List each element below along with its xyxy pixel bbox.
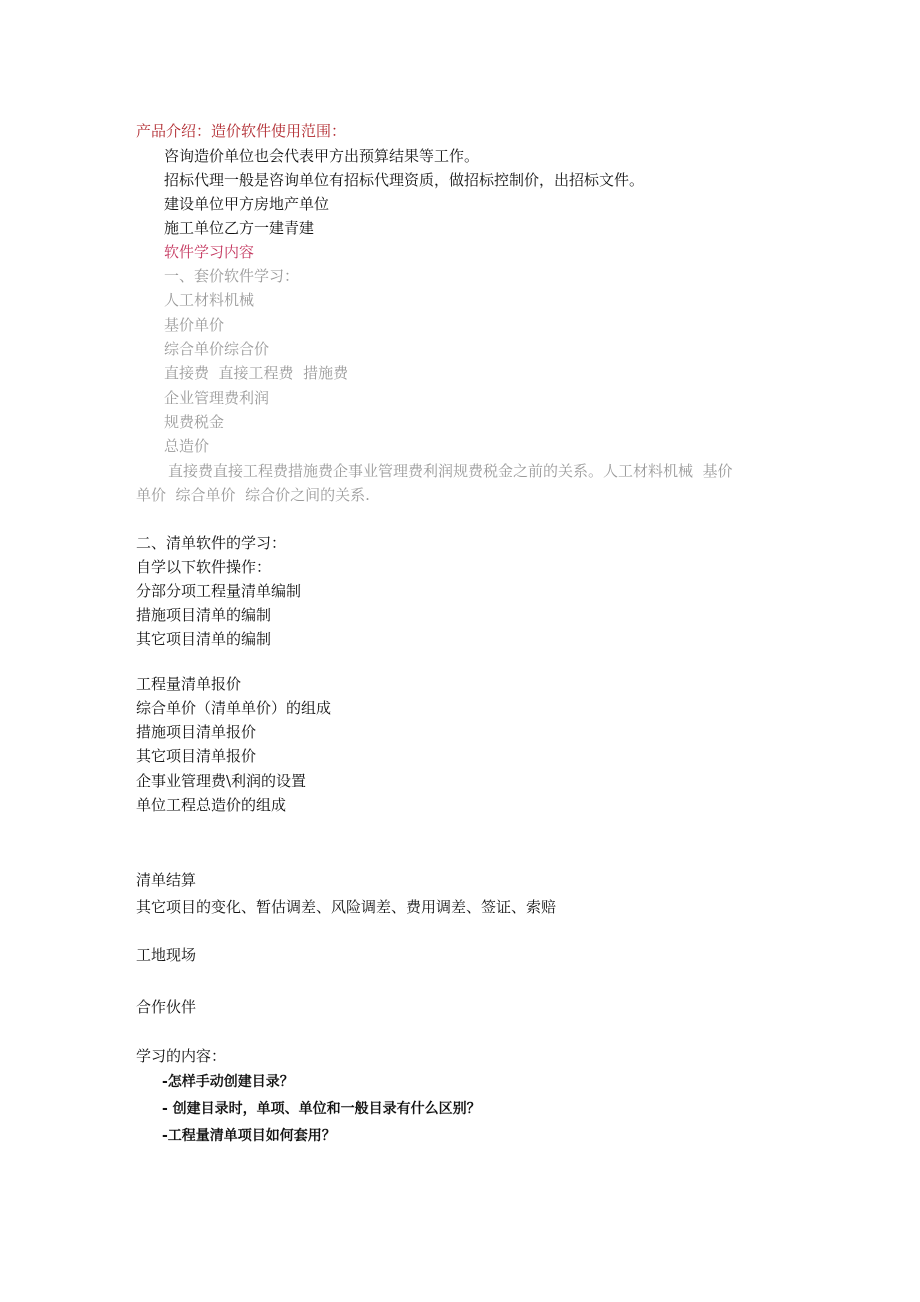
section1-item: 基价单价 xyxy=(164,316,225,334)
quote-item: 单位工程总造价的组成 xyxy=(136,796,287,814)
content-title: 学习的内容： xyxy=(136,1047,227,1065)
section2-title: 二、清单软件的学习： xyxy=(136,534,287,552)
section1-item: 人工材料机械 xyxy=(164,291,255,309)
section1-item: 规费税金 xyxy=(164,413,225,431)
operation-item: 分部分项工程量清单编制 xyxy=(136,582,302,600)
question-item: - 创建目录时，单项、单位和一般目录有什么区别？ xyxy=(162,1101,481,1117)
section1-title: 一、套价软件学习： xyxy=(164,267,300,285)
section1-item: 企业管理费利润 xyxy=(164,389,270,407)
document-heading: 产品介绍：造价软件使用范围： xyxy=(136,122,347,140)
section1-item: 总造价 xyxy=(164,437,210,455)
section1-item: 综合单价综合价 xyxy=(164,340,270,358)
site-label: 工地现场 xyxy=(136,946,197,964)
quote-item: 综合单价（清单单价）的组成 xyxy=(136,699,332,717)
self-study-label: 自学以下软件操作： xyxy=(136,558,272,576)
operation-item: 措施项目清单的编制 xyxy=(136,606,272,624)
section1-summary: 直接费直接工程费措施费企事业管理费利润规费税金之前的关系。人工材料机械 基价 xyxy=(168,462,733,480)
settlement-title: 清单结算 xyxy=(136,871,197,889)
settlement-detail: 其它项目的变化、暂估调差、风险调差、费用调差、签证、索赔 xyxy=(136,898,557,916)
scope-line: 建设单位甲方房地产单位 xyxy=(164,195,330,213)
section1-summary: 单价 综合单价 综合价之间的关系. xyxy=(136,486,370,504)
question-item: -怎样手动创建目录？ xyxy=(162,1074,294,1090)
learning-title: 软件学习内容 xyxy=(164,243,255,261)
quote-item: 工程量清单报价 xyxy=(136,675,242,693)
scope-line: 施工单位乙方一建青建 xyxy=(164,219,315,237)
quote-item: 其它项目清单报价 xyxy=(136,747,257,765)
quote-item: 措施项目清单报价 xyxy=(136,723,257,741)
section1-item: 直接费 直接工程费 措施费 xyxy=(164,364,349,382)
scope-line: 招标代理一般是咨询单位有招标代理资质，做招标控制价，出招标文件。 xyxy=(164,171,645,189)
question-item: -工程量清单项目如何套用？ xyxy=(162,1128,336,1144)
quote-item: 企事业管理费\利润的设置 xyxy=(136,772,307,790)
partner-label: 合作伙伴 xyxy=(136,998,197,1016)
operation-item: 其它项目清单的编制 xyxy=(136,630,272,648)
scope-line: 咨询造价单位也会代表甲方出预算结果等工作。 xyxy=(164,147,480,165)
